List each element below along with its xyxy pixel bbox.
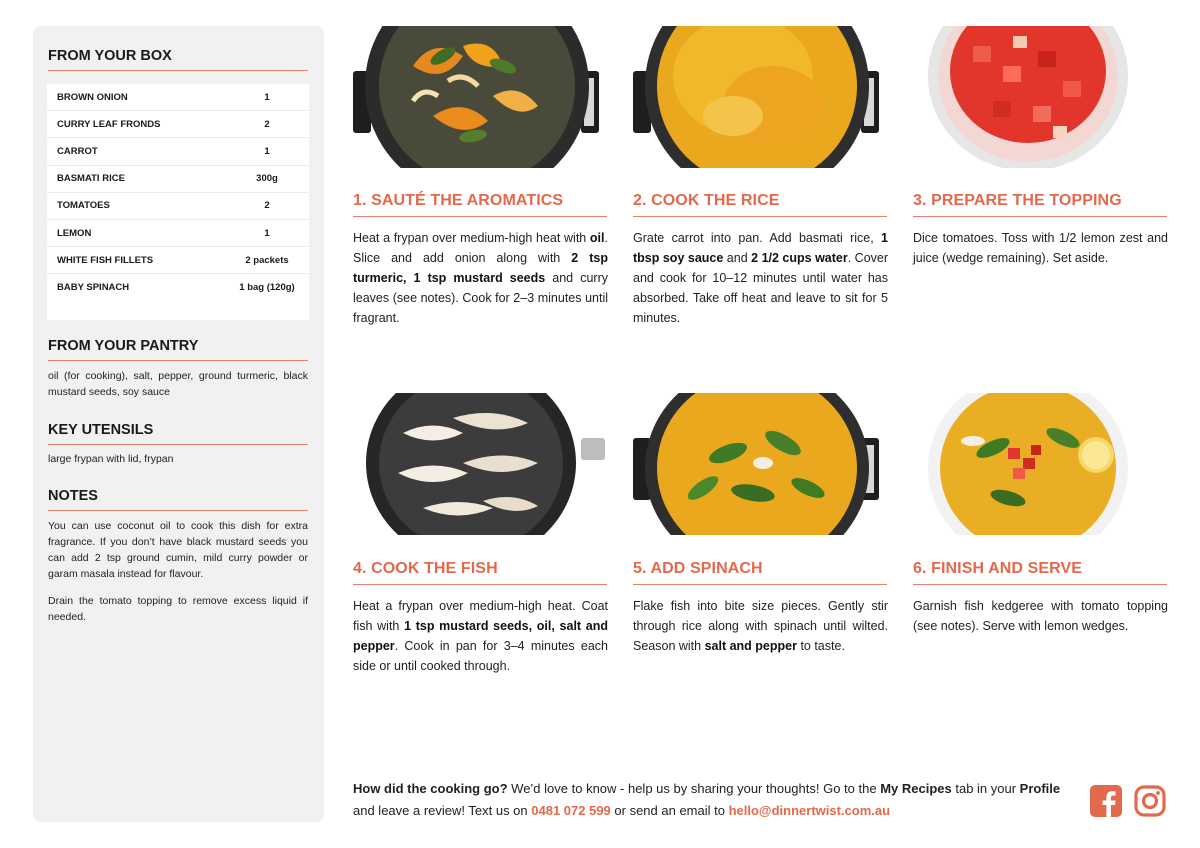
text-segment: Heat a frypan over medium-high heat. Coat fish with xyxy=(353,599,608,633)
notes-heading: NOTES xyxy=(48,488,308,511)
text-segment[interactable]: 0481 072 599 xyxy=(531,802,611,818)
ingredient-name: LEMON xyxy=(57,227,92,239)
ingredient-name: BABY SPINACH xyxy=(57,281,130,293)
step-1-text xyxy=(353,228,608,328)
pantry-text: oil (for cooking), salt, pepper, ground turmeric, black mustard seeds, soy sauce xyxy=(48,370,308,398)
step-1-title: 1. SAUTÉ THE AROMATICS xyxy=(353,192,607,217)
box-ingredients-table xyxy=(47,84,309,301)
ingredient-name: BROWN ONION xyxy=(57,91,128,103)
table-row xyxy=(47,166,309,193)
text-segment: How did the cooking go? xyxy=(353,781,508,796)
ingredient-qty: 2 packets xyxy=(245,254,289,266)
text-segment: or send an email to xyxy=(610,802,729,818)
instagram-icon[interactable] xyxy=(1134,785,1166,817)
text-segment: Grate carrot into pan. Add basmati rice, xyxy=(633,231,882,245)
text-segment: My Recipes xyxy=(880,781,952,796)
step-2-photo xyxy=(633,26,888,168)
ingredient-qty: 1 xyxy=(264,91,270,103)
text-segment: 1 tbsp soy sauce xyxy=(633,231,888,265)
step-6-photo xyxy=(913,393,1168,535)
step-1-photo xyxy=(353,26,608,168)
table-row xyxy=(47,111,309,138)
ingredient-qty: 2 xyxy=(264,118,270,130)
ingredient-qty: 1 xyxy=(264,227,270,239)
text-segment: 1 tsp mustard seeds, oil, salt and pepper xyxy=(353,619,608,653)
text-segment: 2 1/2 cups water xyxy=(751,251,848,265)
from-your-box-heading: FROM YOUR BOX xyxy=(48,48,308,71)
ingredients-sidebar xyxy=(33,26,324,822)
utensils-text: large frypan with lid, frypan xyxy=(48,453,174,465)
text-segment: and leave a review! Text us on xyxy=(353,802,532,818)
text-segment: Dice tomatoes. Toss with 1/2 lemon zest and juice (wedge remaining). Set aside. xyxy=(913,231,1168,265)
step-4-title: 4. COOK THE FISH xyxy=(353,560,607,585)
text-segment: We’d love to know - help us by sharing your thoughts! Go to the xyxy=(507,781,881,796)
table-row xyxy=(47,138,309,165)
table-spacer xyxy=(47,294,309,320)
step-2-text xyxy=(633,228,888,328)
ingredient-qty: 1 bag (120g) xyxy=(239,281,295,293)
text-segment: Profile xyxy=(1019,781,1061,796)
text-segment: and xyxy=(723,251,752,265)
facebook-icon[interactable] xyxy=(1090,785,1122,817)
ingredient-qty: 300g xyxy=(256,173,278,185)
table-row xyxy=(47,84,309,111)
text-segment: Flake fish into bite size pieces. Gently stir through rice along with spinach until wilted. Season with xyxy=(633,599,888,653)
text-segment: Heat a frypan over medium-high heat with xyxy=(353,231,590,245)
step-3-title: 3. PREPARE THE TOPPING xyxy=(913,192,1167,217)
step-4-text xyxy=(353,596,608,676)
text-segment: . Slice and add onion along with xyxy=(353,231,608,265)
table-row xyxy=(47,193,309,220)
step-2-title: 2. COOK THE RICE xyxy=(633,192,887,217)
text-segment: oil xyxy=(589,231,605,245)
step-4-photo xyxy=(353,393,608,535)
ingredient-qty: 1 xyxy=(264,145,270,157)
text-segment: . Cover and cook for 10–12 minutes until water has absorbed. Take off heat and leave to sit for 5 minutes. xyxy=(633,251,889,325)
text-segment: 2 tsp turmeric, 1 tsp mustard seeds xyxy=(353,251,608,285)
key-utensils-heading: KEY UTENSILS xyxy=(48,422,308,445)
ingredient-name: WHITE FISH FILLETS xyxy=(57,254,154,266)
step-3-photo xyxy=(913,26,1168,168)
text-segment[interactable]: hello@dinnertwist.com.au xyxy=(728,802,891,818)
step-3-text xyxy=(913,228,1168,268)
text-segment: and curry leaves (see notes). Cook for 2–3 minutes until fragrant. xyxy=(353,271,608,325)
step-5-text xyxy=(633,596,888,656)
text-segment: Garnish fish kedgeree with tomato topping (see notes). Serve with lemon wedges. xyxy=(913,599,1168,633)
ingredient-name: CARROT xyxy=(57,145,98,157)
ingredient-name: TOMATOES xyxy=(57,200,110,212)
note-1: You can use coconut oil to cook this dish for extra fragrance. If you don’t have black mustard seeds you can add 2 tsp ground cumin, mild curry powder or garam masala instead for flavour. xyxy=(48,520,308,580)
step-5-title: 5. ADD SPINACH xyxy=(633,560,887,585)
ingredient-name: BASMATI RICE xyxy=(57,173,125,185)
ingredient-name: CURRY LEAF FRONDS xyxy=(57,118,161,130)
text-segment: . Cook in pan for 3–4 minutes each side or until cooked through. xyxy=(353,639,608,673)
text-segment: salt and pepper xyxy=(704,639,797,653)
step-5-photo xyxy=(633,393,888,535)
review-footer-text xyxy=(353,778,1083,821)
step-6-title: 6. FINISH AND SERVE xyxy=(913,560,1167,585)
from-your-pantry-heading: FROM YOUR PANTRY xyxy=(48,338,308,361)
text-segment: tab in your xyxy=(951,781,1020,796)
text-segment: to taste. xyxy=(796,639,845,653)
table-row xyxy=(47,220,309,247)
table-row xyxy=(47,247,309,274)
step-6-text xyxy=(913,596,1168,636)
note-2: Drain the tomato topping to remove excess liquid if needed. xyxy=(48,595,308,623)
ingredient-qty: 2 xyxy=(264,200,270,212)
